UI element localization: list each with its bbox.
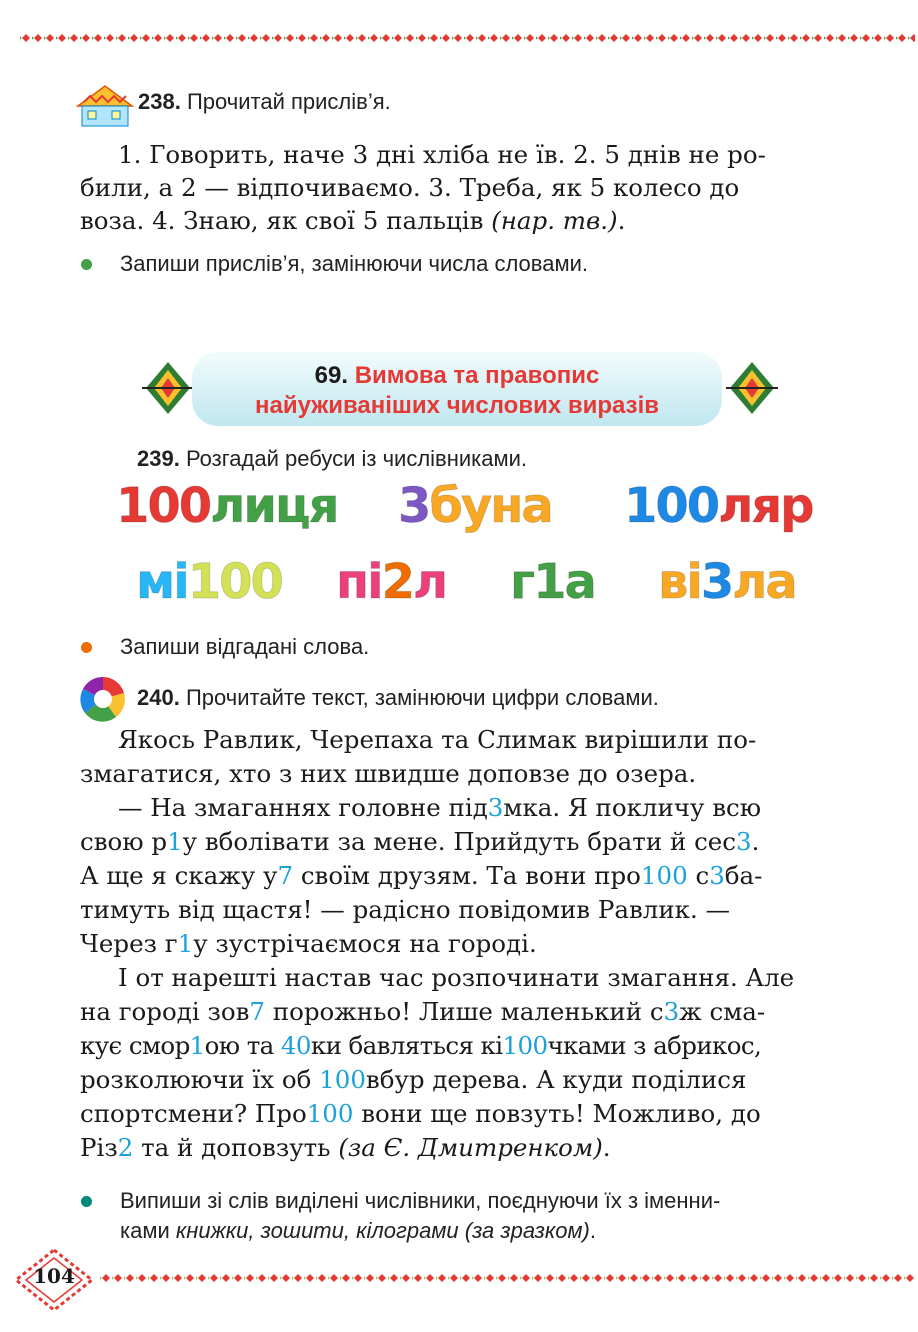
rebus-part: лиця xyxy=(210,478,338,534)
right-embroidery-ornament xyxy=(726,358,778,418)
green-bullet-icon xyxy=(81,259,92,270)
text-line: на городі зов7 порожньо! Лише маленький с3ж сма- xyxy=(80,997,766,1026)
section-title-line2: найуживаніших числових виразів xyxy=(254,392,660,419)
rebus-part: а xyxy=(564,554,595,610)
instruction-words: книжки, зошити, кілограми (за зразком) xyxy=(175,1218,590,1243)
top-ornament-border xyxy=(20,32,915,44)
rebus-3 xyxy=(624,478,813,534)
rebus-6 xyxy=(510,554,595,610)
pair-work-icon xyxy=(80,676,126,722)
text-line: били, а 2 — відпочиваємо. 3. Треба, як 5 колесо до xyxy=(80,173,740,202)
instruction-line: Випиши зі слів виділені числівники, поєднуючи їх з іменни- xyxy=(120,1188,721,1213)
section-title-line1: Вимова та правопис xyxy=(354,362,600,389)
task-239-number: 239. xyxy=(137,446,180,471)
rebus-5 xyxy=(336,554,446,610)
rebus-part: пі xyxy=(336,554,382,610)
section-banner xyxy=(192,352,722,426)
text-line: 1. Говорить, наче 3 дні хліба не їв. 2. 5 днів не ро- xyxy=(118,140,766,169)
section-number: 69. xyxy=(314,362,349,389)
rebus-part: 3 xyxy=(700,554,733,610)
rebus-part: 100 xyxy=(187,554,282,610)
task-240-text xyxy=(80,723,846,1165)
text-segment: ками xyxy=(120,1218,176,1243)
task-238-instruction: Запиши прислів’я, замінюючи числа словами. xyxy=(120,251,588,276)
text-line: А ще я скажу у7 своїм друзям. Та вони про100 с3ба- xyxy=(80,861,763,890)
text-line: — На змаганнях головне під3мка. Я покличу всю xyxy=(118,793,762,822)
rebus-part: ла xyxy=(732,554,796,610)
task-239-title: Розгадай ребуси із числівниками. xyxy=(185,446,528,471)
left-embroidery-ornament xyxy=(142,358,194,418)
rebus-part: г xyxy=(510,554,534,610)
rebus-part: ляр xyxy=(718,478,813,534)
text-line: І от нарешті настав час розпочинати змагання. Але xyxy=(118,963,795,992)
rebus-4 xyxy=(136,554,282,610)
rebus-part: мі xyxy=(136,554,188,610)
text-line: свою р1у вболівати за мене. Прийдуть брати й сес3. xyxy=(80,827,760,856)
task-240-instruction xyxy=(120,1186,720,1246)
rebus-2 xyxy=(398,478,552,534)
rebus-7 xyxy=(658,554,796,610)
task-240-title: Прочитайте текст, замінюючи цифри словами. xyxy=(185,685,659,710)
teal-bullet-icon xyxy=(81,1196,92,1207)
text-line: Якось Равлик, Черепаха та Слимак вирішили по- xyxy=(118,725,757,754)
text-line: Через г1у зустрічаємося на городі. xyxy=(80,929,537,958)
rebus-part: буна xyxy=(429,478,552,534)
rebus-part: 100 xyxy=(116,478,211,534)
text-segment: . xyxy=(589,1218,597,1243)
text-line: змагатися, хто з них швидше доповзе до озера. xyxy=(80,759,697,788)
rebus-1 xyxy=(116,478,337,534)
text-segment: воза. 4. Знаю, як свої 5 пальців xyxy=(80,206,492,235)
task-238-title: Прочитай прислів’я. xyxy=(186,89,391,114)
task-238-number: 238. xyxy=(138,89,181,114)
rebus-part: 2 xyxy=(381,554,414,610)
instruction-line xyxy=(120,1216,720,1246)
rebus-part: л xyxy=(413,554,447,610)
text-segment: . xyxy=(617,206,626,235)
task-240-heading xyxy=(137,685,659,711)
text-line: Різ2 та й доповзуть (за Є. Дмитренком). xyxy=(80,1133,611,1162)
source-note: (нар. тв.) xyxy=(491,206,618,235)
rebus-part: ві xyxy=(658,554,701,610)
task-239-instruction: Запиши відгадані слова. xyxy=(120,634,370,659)
rebus-part: 100 xyxy=(624,478,719,534)
orange-bullet-icon xyxy=(81,642,92,653)
rebus-part: 1 xyxy=(533,554,565,610)
task-238-text xyxy=(80,138,846,237)
bottom-ornament-border xyxy=(100,1272,915,1284)
text-line xyxy=(80,204,846,237)
rebus-part: 3 xyxy=(398,478,430,534)
text-line: розколюючи їх об 100вбур дерева. А куди поділися xyxy=(80,1065,747,1094)
text-line: тимуть від щастя! — радісно повідомив Равлик. — xyxy=(80,895,731,924)
page-number: 104 xyxy=(33,1264,75,1288)
text-line: кує смор1ою та 40ки бавляться кі100чками з абрикос, xyxy=(80,1031,762,1060)
task-240-number: 240. xyxy=(137,685,180,710)
task-238-heading xyxy=(138,89,391,115)
house-icon xyxy=(74,84,136,128)
task-239-heading xyxy=(137,446,527,472)
text-line: спортсмени? Про100 вони ще повзуть! Можливо, до xyxy=(80,1099,761,1128)
